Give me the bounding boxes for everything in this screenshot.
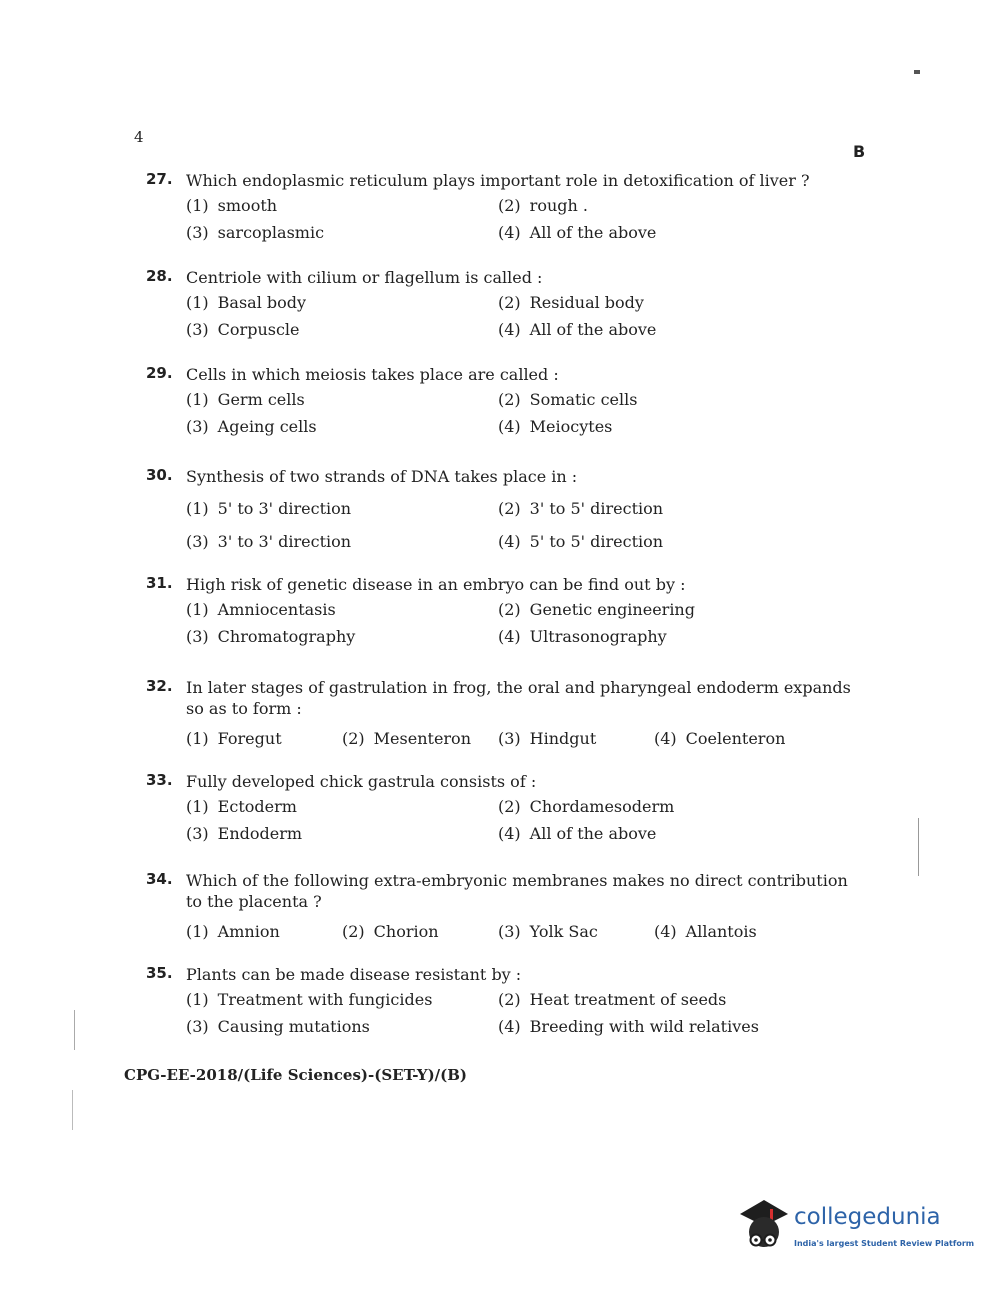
- collegedunia-logo[interactable]: [734, 1196, 975, 1258]
- question-text: Synthesis of two strands of DNA takes place in :: [186, 467, 578, 486]
- option-2: [498, 196, 810, 215]
- option-number: (2): [342, 922, 365, 941]
- question-number: 31.: [146, 574, 173, 592]
- option-number: (3): [186, 627, 209, 646]
- option-number: (2): [498, 990, 521, 1009]
- question-number: 28.: [146, 267, 173, 285]
- question-number: 30.: [146, 466, 173, 484]
- logo-tagline: India's largest Student Review Platform: [794, 1239, 975, 1248]
- question-number: 35.: [146, 964, 173, 982]
- option-text: Mesenteron: [373, 729, 471, 748]
- option-4: [498, 824, 810, 843]
- option-4: [498, 627, 810, 646]
- option-number: (2): [498, 196, 521, 215]
- option-3: [186, 824, 498, 843]
- option-text: 3' to 3' direction: [217, 532, 352, 551]
- option-text: All of the above: [529, 824, 657, 843]
- option-2: [342, 729, 498, 748]
- option-text: Chromatography: [217, 627, 356, 646]
- question-text: Fully developed chick gastrula consists of :: [186, 772, 537, 791]
- logo-wordmark: collegedunia: [794, 1204, 941, 1230]
- option-text: Foregut: [217, 729, 282, 748]
- question-number: 33.: [146, 771, 173, 789]
- option-text: Amniocentasis: [217, 600, 336, 619]
- option-number: (1): [186, 499, 209, 518]
- question-text: In later stages of gastrulation in frog, the oral and pharyngeal endoderm expands so as to form :: [186, 678, 851, 718]
- question-text: Which endoplasmic reticulum plays important role in detoxification of liver ?: [186, 171, 810, 190]
- question-28: [146, 267, 866, 339]
- option-text: All of the above: [529, 320, 657, 339]
- option-text: 3' to 5' direction: [529, 499, 664, 518]
- option-2: [498, 600, 810, 619]
- scan-edge-line: [918, 818, 919, 876]
- question-35: [146, 964, 866, 1036]
- option-text: All of the above: [529, 223, 657, 242]
- option-1: [186, 797, 498, 816]
- option-3: [186, 417, 498, 436]
- option-2: [498, 293, 810, 312]
- option-text: Basal body: [217, 293, 307, 312]
- option-3: [186, 627, 498, 646]
- option-number: (2): [498, 390, 521, 409]
- option-number: (2): [498, 797, 521, 816]
- question-text: Plants can be made disease resistant by :: [186, 965, 522, 984]
- option-number: (3): [498, 729, 521, 748]
- option-number: (2): [342, 729, 365, 748]
- question-text: Cells in which meiosis takes place are called :: [186, 365, 559, 384]
- option-1: [186, 390, 498, 409]
- option-number: (3): [186, 532, 209, 551]
- question-32: [146, 677, 866, 748]
- question-number: 34.: [146, 870, 173, 888]
- option-1: [186, 600, 498, 619]
- scan-edge-line: [74, 1010, 75, 1050]
- option-4: [654, 922, 810, 941]
- option-number: (1): [186, 797, 209, 816]
- question-27: [146, 170, 866, 242]
- option-text: smooth: [217, 196, 278, 215]
- option-3: [498, 729, 654, 748]
- option-number: (1): [186, 990, 209, 1009]
- footer-code: CPG-EE-2018/(Life Sciences)-(SET-Y)/(B): [124, 1066, 468, 1084]
- option-number: (1): [186, 729, 209, 748]
- option-number: (2): [498, 499, 521, 518]
- option-text: Ectoderm: [217, 797, 297, 816]
- option-text: Residual body: [529, 293, 644, 312]
- option-2: [498, 990, 810, 1009]
- question-number: 29.: [146, 364, 173, 382]
- option-text: Somatic cells: [529, 390, 638, 409]
- option-2: [498, 499, 810, 518]
- option-2: [342, 922, 498, 941]
- question-29: [146, 364, 866, 436]
- option-number: (1): [186, 196, 209, 215]
- option-text: Amnion: [217, 922, 280, 941]
- option-number: (3): [498, 922, 521, 941]
- scan-mark: [914, 70, 920, 74]
- option-number: (1): [186, 293, 209, 312]
- question-text: Which of the following extra-embryonic membranes makes no direct contribution to the placenta ?: [186, 871, 848, 911]
- question-number: 32.: [146, 677, 173, 695]
- option-3: [498, 922, 654, 941]
- option-4: [498, 417, 810, 436]
- option-number: (3): [186, 320, 209, 339]
- option-number: (4): [498, 627, 521, 646]
- mascot-icon: [734, 1196, 792, 1258]
- option-text: Genetic engineering: [529, 600, 695, 619]
- option-number: (3): [186, 223, 209, 242]
- option-text: Meiocytes: [529, 417, 613, 436]
- question-33: [146, 771, 866, 843]
- option-text: Germ cells: [217, 390, 305, 409]
- option-1: [186, 729, 342, 748]
- option-4: [498, 1017, 810, 1036]
- option-text: Yolk Sac: [529, 922, 598, 941]
- option-text: 5' to 5' direction: [529, 532, 664, 551]
- question-30: [146, 466, 866, 551]
- option-text: Treatment with fungicides: [217, 990, 433, 1009]
- option-number: (4): [654, 922, 677, 941]
- option-1: [186, 293, 498, 312]
- option-text: Breeding with wild relatives: [529, 1017, 759, 1036]
- option-1: [186, 990, 498, 1009]
- question-31: [146, 574, 866, 646]
- option-number: (2): [498, 293, 521, 312]
- option-text: rough .: [529, 196, 588, 215]
- option-2: [498, 390, 810, 409]
- question-text: Centriole with cilium or flagellum is called :: [186, 268, 543, 287]
- option-number: (4): [498, 223, 521, 242]
- option-number: (1): [186, 600, 209, 619]
- option-2: [498, 797, 810, 816]
- option-3: [186, 532, 498, 551]
- option-number: (3): [186, 417, 209, 436]
- question-number: 27.: [146, 170, 173, 188]
- option-3: [186, 320, 498, 339]
- option-number: (2): [498, 600, 521, 619]
- option-1: [186, 196, 498, 215]
- option-text: Ageing cells: [217, 417, 317, 436]
- option-1: [186, 499, 498, 518]
- option-text: Chordamesoderm: [529, 797, 675, 816]
- option-number: (4): [498, 824, 521, 843]
- option-3: [186, 1017, 498, 1036]
- option-4: [498, 320, 810, 339]
- option-number: (4): [498, 1017, 521, 1036]
- page-number: 4: [134, 128, 144, 146]
- set-letter: B: [853, 142, 866, 161]
- option-text: Hindgut: [529, 729, 597, 748]
- option-4: [498, 532, 810, 551]
- option-number: (4): [498, 417, 521, 436]
- option-number: (1): [186, 922, 209, 941]
- option-text: Ultrasonography: [529, 627, 667, 646]
- option-text: sarcoplasmic: [217, 223, 325, 242]
- option-text: Causing mutations: [217, 1017, 370, 1036]
- option-number: (4): [654, 729, 677, 748]
- question-34: [146, 870, 866, 941]
- option-4: [498, 223, 810, 242]
- option-text: Coelenteron: [685, 729, 786, 748]
- option-text: 5' to 3' direction: [217, 499, 352, 518]
- option-text: Corpuscle: [217, 320, 300, 339]
- option-text: Heat treatment of seeds: [529, 990, 727, 1009]
- option-number: (3): [186, 824, 209, 843]
- option-text: Allantois: [685, 922, 757, 941]
- option-number: (4): [498, 532, 521, 551]
- option-text: Endoderm: [217, 824, 303, 843]
- option-text: Chorion: [373, 922, 439, 941]
- option-1: [186, 922, 342, 941]
- option-number: (4): [498, 320, 521, 339]
- option-3: [186, 223, 498, 242]
- question-text: High risk of genetic disease in an embryo can be find out by :: [186, 575, 686, 594]
- option-number: (3): [186, 1017, 209, 1036]
- scan-edge-line: [72, 1090, 73, 1130]
- option-4: [654, 729, 810, 748]
- option-number: (1): [186, 390, 209, 409]
